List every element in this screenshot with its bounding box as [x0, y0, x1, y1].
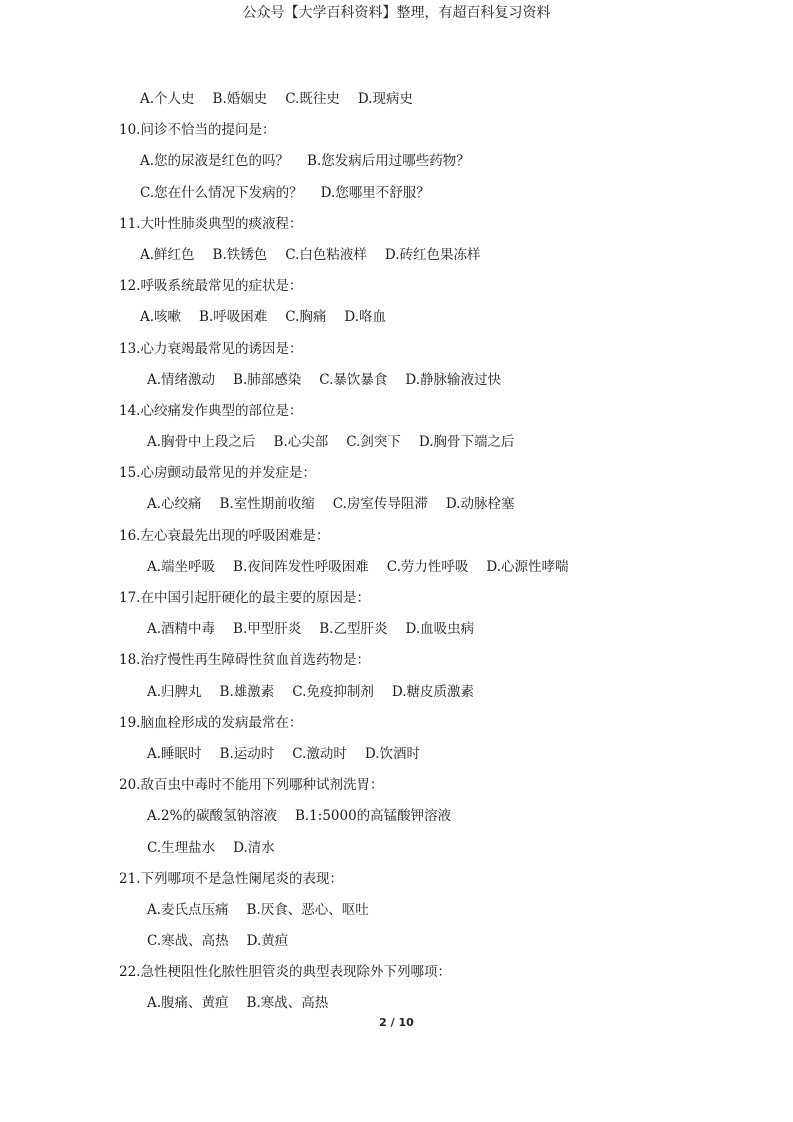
answer-option: D.心源性哮喘	[486, 558, 569, 575]
options-row	[0, 677, 793, 708]
answer-option: A.2%的碳酸氢钠溶液	[147, 808, 277, 825]
answer-option: C.劳力性呼吸	[386, 558, 469, 575]
answer-option: B.心尖部	[273, 434, 329, 451]
question-text: 20.敌百虫中毒时不能用下列哪种试剂洗胃：	[119, 777, 384, 794]
answer-option: B.室性期前收缩	[219, 496, 315, 513]
question-text: 22.急性梗阻性化脓性胆管炎的典型表现除外下列哪项：	[119, 964, 451, 981]
options-row	[0, 365, 793, 396]
answer-option: C.您在什么情况下发病的？	[140, 184, 303, 201]
question-list	[0, 84, 793, 1020]
answer-option: B.夜间阵发性呼吸困难	[233, 558, 369, 575]
question-text: 11.大叶性肺炎典型的痰液程：	[119, 215, 303, 232]
page-number: 2 / 10	[379, 1016, 414, 1029]
answer-option: B.呼吸困难	[199, 309, 268, 326]
answer-option: A.麦氏点压痛	[147, 901, 229, 918]
answer-option: D.糖皮质激素	[391, 683, 475, 700]
answer-option: C.免疫抑制剂	[292, 683, 374, 700]
options-row	[0, 146, 793, 177]
answer-option: D.静脉输液过快	[405, 371, 502, 388]
answer-option: C.暴饮暴食	[319, 371, 388, 388]
options-row	[0, 178, 793, 209]
answer-option: D.您哪里不舒服？	[320, 184, 430, 201]
question-text: 14.心绞痛发作典型的部位是：	[119, 402, 303, 419]
answer-option: A.鲜红色	[140, 246, 195, 263]
answer-option: D.清水	[233, 839, 275, 856]
options-row	[0, 895, 793, 926]
options-row	[0, 833, 793, 864]
answer-option: A.归脾丸	[147, 683, 202, 700]
question-text: 13.心力衰竭最常见的诱因是：	[119, 340, 303, 357]
answer-option: B.1:5000的高锰酸钾溶液	[294, 808, 452, 825]
answer-option: A.心绞痛	[147, 496, 202, 513]
answer-option: C.剑突下	[346, 434, 401, 451]
answer-option: A.情绪激动	[147, 371, 216, 388]
answer-option: B.肺部感染	[233, 371, 302, 388]
options-row	[0, 84, 793, 115]
page-header: 公众号【大学百科资料】整理，有超百科复习资料	[242, 5, 551, 21]
answer-option: A.个人史	[140, 91, 195, 107]
options-row	[0, 302, 793, 333]
answer-option: D.饮酒时	[364, 745, 421, 762]
answer-option: B.乙型肝炎	[319, 621, 388, 638]
answer-option: B.寒战、高热	[246, 995, 329, 1012]
answer-option: C.白色粘液样	[285, 246, 367, 263]
options-row	[0, 489, 793, 520]
options-row	[0, 988, 793, 1019]
answer-option: C.生理盐水	[147, 839, 216, 856]
answer-option: B.运动时	[219, 745, 275, 762]
options-row	[0, 427, 793, 458]
options-row	[0, 926, 793, 957]
options-row	[0, 801, 793, 832]
answer-option: A.咳嗽	[140, 309, 182, 326]
answer-option: B.雄激素	[219, 683, 275, 700]
question-text: 16.左心衰最先出现的呼吸困难是：	[119, 527, 330, 544]
answer-option: A.端坐呼吸	[147, 558, 216, 575]
answer-option: B.甲型肝炎	[233, 621, 302, 638]
answer-option: D.血吸虫病	[405, 621, 475, 638]
options-row	[0, 552, 793, 583]
options-row	[0, 739, 793, 770]
answer-option: A.酒精中毒	[147, 621, 216, 638]
answer-option: B.厌食、恶心、呕吐	[246, 901, 369, 918]
answer-option: A.胸骨中上段之后	[147, 434, 256, 451]
answer-option: B.婚姻史	[212, 91, 268, 107]
answer-option: A.睡眠时	[147, 745, 202, 762]
answer-option: D.动脉栓塞	[445, 496, 515, 513]
options-row	[0, 614, 793, 645]
answer-option: D.砖红色果冻样	[384, 246, 481, 263]
question-text: 10.问诊不恰当的提问是：	[119, 122, 276, 139]
answer-option: A.腹痛、黄疸	[147, 995, 229, 1012]
answer-option: A.您的尿液是红色的吗？	[140, 153, 290, 170]
question-text: 21.下列哪项不是急性阑尾炎的表现：	[119, 870, 343, 887]
question-text: 17.在中国引起肝硬化的最主要的原因是：	[119, 590, 370, 606]
answer-option: D.咯血	[344, 309, 387, 326]
answer-option: C.寒战、高热	[147, 933, 229, 950]
answer-option: D.现病史	[357, 91, 414, 107]
answer-option: C.既往史	[285, 91, 340, 107]
question-text: 19.脑血栓形成的发病最常在：	[119, 714, 303, 731]
question-text: 12.呼吸系统最常见的症状是：	[119, 278, 303, 295]
options-row	[0, 240, 793, 271]
answer-option: D.胸骨下端之后	[418, 434, 515, 451]
answer-option: C.胸痛	[285, 309, 327, 326]
question-text: 15.心房颤动最常见的并发症是：	[119, 465, 316, 482]
answer-option: C.房室传导阻滞	[332, 496, 428, 513]
answer-option: C.激动时	[292, 745, 347, 762]
answer-option: B.铁锈色	[212, 246, 268, 263]
answer-option: B.您发病后用过哪些药物？	[307, 153, 470, 170]
answer-option: D.黄疸	[246, 933, 289, 950]
question-text: 18.治疗慢性再生障碍性贫血首选药物是：	[119, 652, 370, 669]
